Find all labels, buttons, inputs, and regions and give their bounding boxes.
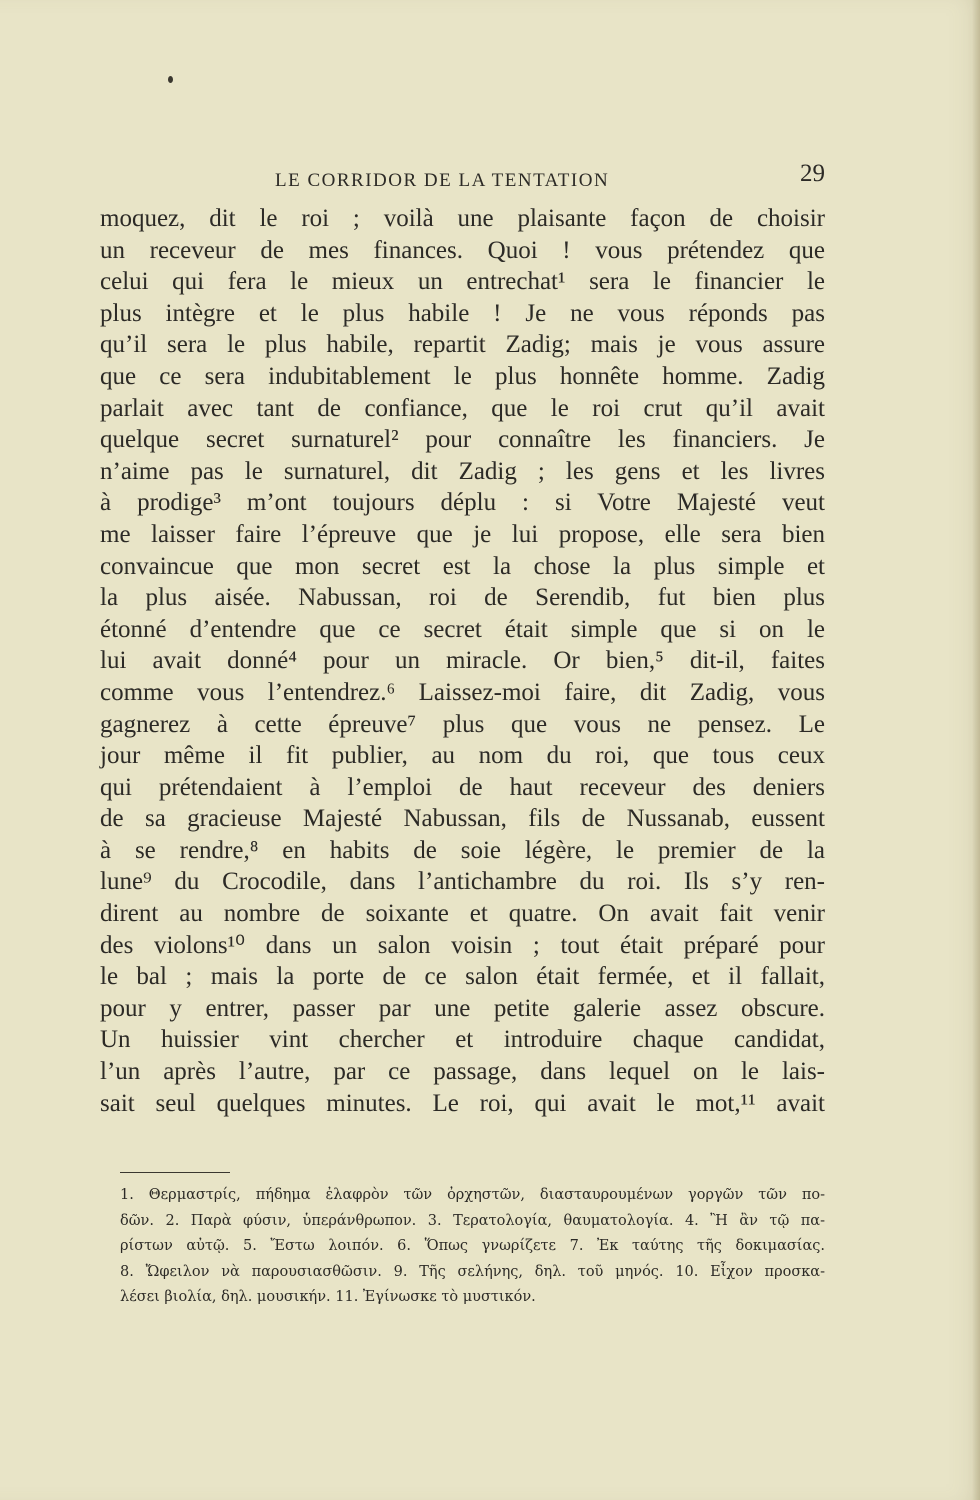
text-line: la plus aisée. Nabussan, roi de Serendib, fut bien plus: [100, 584, 825, 612]
text-line: à se rendre,⁸ en habits de soie légère, le premier de la: [100, 836, 825, 864]
text-line: quelque secret surnaturel² pour connaître les financiers. Je: [100, 426, 825, 454]
footnote-line: 8. Ὤφειλον νὰ παρουσιασθῶσιν. 9. Τῆς σελήνης, δηλ. τοῦ μηνός. 10. Εἶχον προσκα-: [120, 1263, 825, 1280]
text-line: me laisser faire l’épreuve que je lui propose, elle sera bien: [100, 520, 825, 548]
footnotes: [120, 1183, 825, 1311]
ink-speck: [168, 76, 173, 83]
page-number: 29: [800, 160, 825, 187]
text-line: pour y entrer, passer par une petite galerie assez obscure.: [100, 994, 825, 1022]
text-line: n’aime pas le surnaturel, dit Zadig ; les gens et les livres: [100, 457, 825, 485]
text-line: celui qui fera le mieux un entrechat¹ sera le financier le: [100, 268, 825, 296]
footnote-line: λέσει βιολία, δηλ. μουσικήν. 11. Ἐγίνωσκε τὸ μυστικόν.: [120, 1289, 536, 1305]
text-line: à prodige³ m’ont toujours déplu : si Votre Majesté veut: [100, 489, 825, 517]
text-line: moquez, dit le roi ; voilà une plaisante façon de choisir: [100, 205, 825, 232]
footnote-line: ρίστων αὐτῷ. 5. Ἔστω λοιπόν. 6. Ὅπως γνωρίζετε 7. Ἐκ ταύτης τῆς δοκιμασίας.: [120, 1238, 825, 1254]
text-line: gagnerez à cette épreuve⁷ plus que vous ne pensez. Le: [100, 710, 825, 738]
page-header: [100, 160, 825, 200]
text-line: qui prétendaient à l’emploi de haut receveur des deniers: [100, 773, 825, 801]
text-line: le bal ; mais la porte de ce salon était fermée, et il fallait,: [100, 963, 825, 991]
text-line: que ce sera indubitablement le plus honnête homme. Zadig: [100, 362, 825, 390]
text-line: lune⁹ du Crocodile, dans l’antichambre du roi. Ils s’y ren-: [100, 868, 825, 896]
text-line: Un huissier vint chercher et introduire chaque candidat,: [100, 1026, 825, 1054]
text-line: jour même il fit publier, au nom du roi, que tous ceux: [100, 742, 825, 770]
text-line: des violons¹⁰ dans un salon voisin ; tout était préparé pour: [100, 931, 825, 959]
text-line: sait seul quelques minutes. Le roi, qui avait le mot,¹¹ avait: [100, 1089, 825, 1117]
footnote-line: δῶν. 2. Παρὰ φύσιν, ὑπεράνθρωπον. 3. Τερατολογία, θαυματολογία. 4. Ἢ ἂν τῷ πα-: [120, 1212, 825, 1229]
text-line: étonné d’entendre que ce secret était simple que si on le: [100, 615, 825, 643]
footnote-line: 1. Θερμαστρίς, πήδημα ἐλαφρὸν τῶν ὀρχηστῶν, διασταυρουμένων γοργῶν τῶν πο-: [120, 1187, 825, 1203]
text-line: comme vous l’entendrez.⁶ Laissez-moi faire, dit Zadig, vous: [100, 678, 825, 706]
running-title: LE CORRIDOR DE LA TENTATION: [275, 170, 610, 191]
text-line: plus intègre et le plus habile ! Je ne vous réponds pas: [100, 299, 825, 327]
page-edge-shadow: [972, 0, 980, 1500]
text-line: convaincue que mon secret est la chose la plus simple et: [100, 552, 825, 580]
body-text: [100, 203, 825, 1119]
text-line: parlait avec tant de confiance, que le roi crut qu’il avait: [100, 394, 825, 422]
text-line: l’un après l’autre, par ce passage, dans lequel on le lais-: [100, 1058, 825, 1086]
text-line: un receveur de mes finances. Quoi ! vous prétendez que: [100, 236, 825, 264]
text-line: dirent au nombre de soixante et quatre. On avait fait venir: [100, 900, 825, 928]
text-line: de sa gracieuse Majesté Nabussan, fils de Nussanab, eussent: [100, 805, 825, 833]
footnote-rule: [120, 1172, 230, 1173]
text-line: qu’il sera le plus habile, repartit Zadig; mais je vous assure: [100, 331, 825, 359]
text-line: lui avait donné⁴ pour un miracle. Or bien,⁵ dit-il, faites: [100, 647, 825, 675]
